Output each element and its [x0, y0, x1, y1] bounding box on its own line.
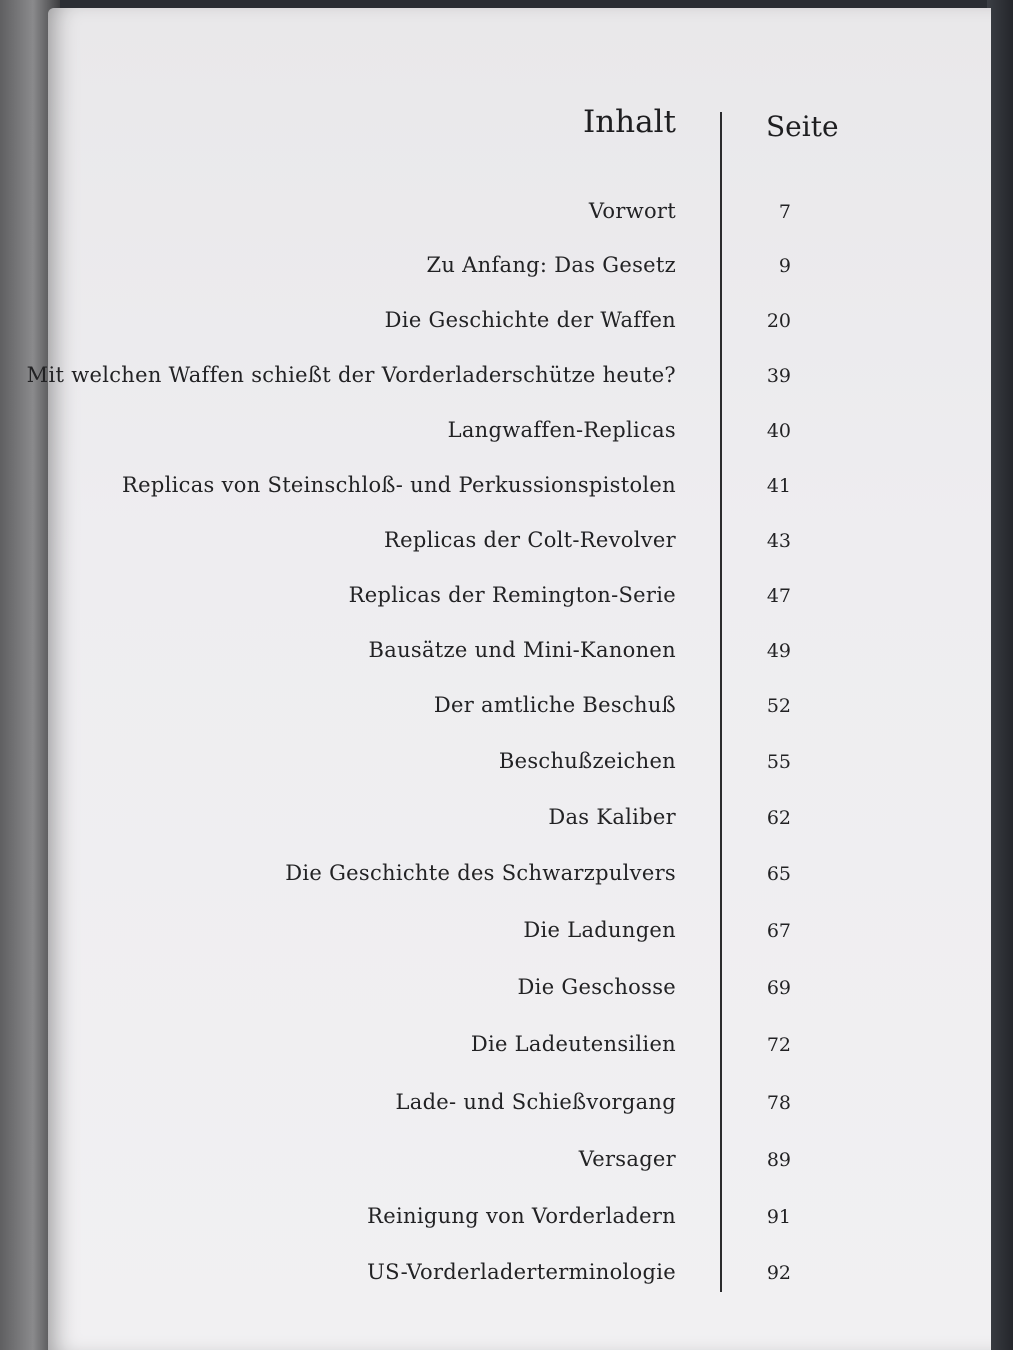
- toc-entry-page: 62: [766, 807, 791, 829]
- toc-entry-page: 43: [766, 530, 791, 552]
- toc-entry-page: 65: [766, 863, 791, 885]
- toc-entry-10: [0, 749, 1013, 783]
- toc-entry-6: [0, 528, 1013, 562]
- toc-entry-title: Die Geschichte der Waffen: [384, 308, 676, 332]
- toc-entry-11: [0, 805, 1013, 839]
- toc-entry-page: 47: [766, 585, 791, 607]
- toc-entry-title: Zu Anfang: Das Gesetz: [426, 253, 676, 277]
- toc-entry-19: [0, 1260, 1013, 1294]
- toc-entry-title: US-Vorderladerterminologie: [367, 1260, 676, 1284]
- toc-entry-title: Die Ladungen: [523, 918, 676, 942]
- toc-entry-title: Die Geschichte des Schwarzpulvers: [285, 861, 676, 885]
- toc-entry-title: Lade- und Schießvorgang: [395, 1090, 676, 1114]
- toc-entry-page: 7: [778, 201, 791, 223]
- contents-heading: Inhalt: [582, 104, 676, 140]
- toc-entry-page: 89: [766, 1149, 791, 1171]
- toc-entry-13: [0, 918, 1013, 952]
- toc-entry-14: [0, 975, 1013, 1009]
- toc-entry-18: [0, 1204, 1013, 1238]
- toc-entry-page: 69: [766, 977, 791, 999]
- toc-entry-page: 72: [766, 1034, 791, 1056]
- toc-entry-1: [0, 253, 1013, 287]
- toc-entry-2: [0, 308, 1013, 342]
- toc-entry-title: Replicas der Colt-Revolver: [384, 528, 676, 552]
- toc-entry-title: Die Geschosse: [517, 975, 676, 999]
- toc-entry-page: 92: [766, 1262, 791, 1284]
- toc-entry-title: Beschußzeichen: [498, 749, 676, 773]
- toc-entry-title: Reinigung von Vorderladern: [367, 1204, 676, 1228]
- toc-entry-page: 20: [766, 310, 791, 332]
- toc-entry-page: 39: [766, 365, 791, 387]
- page-column-heading: Seite: [766, 110, 839, 143]
- toc-entry-title: Versager: [578, 1147, 676, 1171]
- toc-entry-title: Mit welchen Waffen schießt der Vorderladerschütze heute?: [26, 363, 676, 387]
- toc-entry-16: [0, 1090, 1013, 1124]
- toc-entry-title: Replicas der Remington-Serie: [348, 583, 676, 607]
- toc-entry-page: 49: [766, 640, 791, 662]
- toc-entry-title: Langwaffen-Replicas: [447, 418, 676, 442]
- toc-entry-9: [0, 693, 1013, 727]
- toc-entry-12: [0, 861, 1013, 895]
- toc-entry-title: Die Ladeutensilien: [470, 1032, 676, 1056]
- toc-entry-3: [0, 363, 1013, 397]
- toc-entry-page: 55: [766, 751, 791, 773]
- toc-entry-title: Vorwort: [588, 199, 676, 223]
- toc-entry-page: 9: [778, 255, 791, 277]
- toc-entry-5: [0, 473, 1013, 507]
- toc-entry-page: 78: [766, 1092, 791, 1114]
- toc-entry-4: [0, 418, 1013, 452]
- toc-entry-0: [0, 199, 1013, 233]
- toc-entry-15: [0, 1032, 1013, 1066]
- toc-entry-page: 52: [766, 695, 791, 717]
- toc-entry-title: Replicas von Steinschloß- und Perkussionspistolen: [122, 473, 676, 497]
- toc-entry-title: Das Kaliber: [548, 805, 676, 829]
- toc-entry-page: 40: [766, 420, 791, 442]
- toc-entry-8: [0, 638, 1013, 672]
- toc-entry-page: 91: [766, 1206, 791, 1228]
- toc-entry-7: [0, 583, 1013, 617]
- toc-entry-page: 67: [766, 920, 791, 942]
- toc-entry-title: Bausätze und Mini-Kanonen: [368, 638, 676, 662]
- toc-entry-17: [0, 1147, 1013, 1181]
- toc-entry-title: Der amtliche Beschuß: [433, 693, 676, 717]
- toc-entry-page: 41: [766, 475, 791, 497]
